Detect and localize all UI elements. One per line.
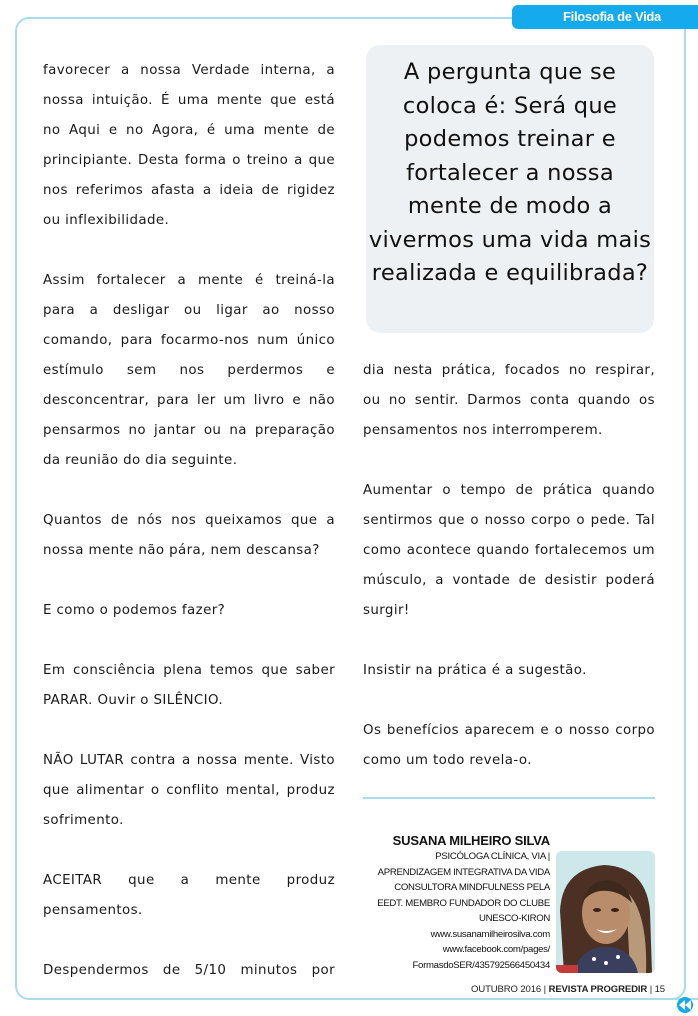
author-portrait-icon: [556, 851, 655, 973]
author-bio-line: CONSULTORA MINDFULNESS PELA: [394, 882, 550, 893]
magazine-name: REVISTA PROGREDIR: [548, 984, 648, 995]
paragraph: Assim fortalecer a mente é treiná-la para a desligar ou ligar ao nosso comando, para focarmo-nos num único estímulo sem nos perdermos e desconcentrar, para ler um livro e não pensarmos no jantar ou na preparação da reunião do dia seguinte.: [43, 273, 335, 468]
author-facebook-link[interactable]: www.facebook.com/pages/: [442, 944, 550, 955]
footer-separator: |: [649, 984, 653, 995]
author-facebook-link-cont[interactable]: FormasdoSER/435792566450434: [412, 959, 550, 971]
portrait-illustration: [556, 851, 655, 973]
page-number: 15: [654, 984, 665, 995]
issue-date: OUTUBRO 2016 |: [471, 984, 547, 995]
pull-quote: A pergunta que se coloca é: Será que podemos treinar e fortalecer a nossa mente de modo a vivermos uma vida mais realizada e equilibrada?: [366, 45, 654, 333]
author-bio-line: EEDT. MEMBRO FUNDADOR DO CLUBE: [377, 897, 550, 909]
paragraph: favorecer a nossa Verdade interna, a nossa intuição. É uma mente que está no Aqui e no Agora, é uma mente de principiante. Desta forma o treino a que nos referimos afasta a ideia de rigidez ou inflexibilidade.: [43, 63, 335, 228]
paragraph: NÃO LUTAR contra a nossa mente. Visto que alimentar o conflito mental, produz sofrimento.: [43, 753, 335, 828]
author-bio-line: UNESCO-KIRON: [478, 913, 550, 924]
paragraph: Os benefícios aparecem e o nosso corpo como um todo revela-o.: [363, 723, 655, 768]
page-footer: [380, 984, 665, 995]
author-name: SUSANA MILHEIRO SILVA: [392, 833, 550, 848]
author-block: [360, 833, 550, 973]
paragraph: Aumentar o tempo de prática quando sentirmos que o nosso corpo o pede. Tal como acontece quando fortalecemos um músculo, a vontade de desistir poderá surgir!: [363, 483, 655, 618]
rewind-icon: [679, 1000, 691, 1010]
paragraph: Insistir na prática é a sugestão.: [363, 663, 587, 678]
paragraph: dia nesta prática, focados no respirar, ou no sentir. Darmos conta quando os pensamentos nos interromperem.: [363, 363, 655, 438]
right-column: [363, 356, 655, 776]
section-title-tab: Filosofia de Vida: [512, 5, 698, 29]
page-frame-right: [668, 28, 686, 1000]
paragraph: Despendermos de 5/10 minutos por: [43, 963, 335, 978]
paragraph: ACEITAR que a mente produz pensamentos.: [43, 873, 335, 918]
paragraph: Em consciência plena temos que saber PARAR. Ouvir o SILÊNCIO.: [43, 663, 335, 708]
paragraph: Quantos de nós nos queixamos que a nossa mente não pára, nem descansa?: [43, 513, 335, 558]
paragraph: E como o podemos fazer?: [43, 603, 226, 618]
author-bio-line: PSICÓLOGA CLÍNICA, VIA |: [435, 851, 550, 862]
author-bio-line: APRENDIZAGEM INTEGRATIVA DA VIDA: [377, 866, 550, 878]
rewind-button[interactable]: [677, 997, 693, 1013]
author-website-link[interactable]: www.susanamilheirosilva.com: [430, 928, 550, 940]
left-column: [43, 56, 335, 986]
author-divider: [363, 797, 655, 799]
